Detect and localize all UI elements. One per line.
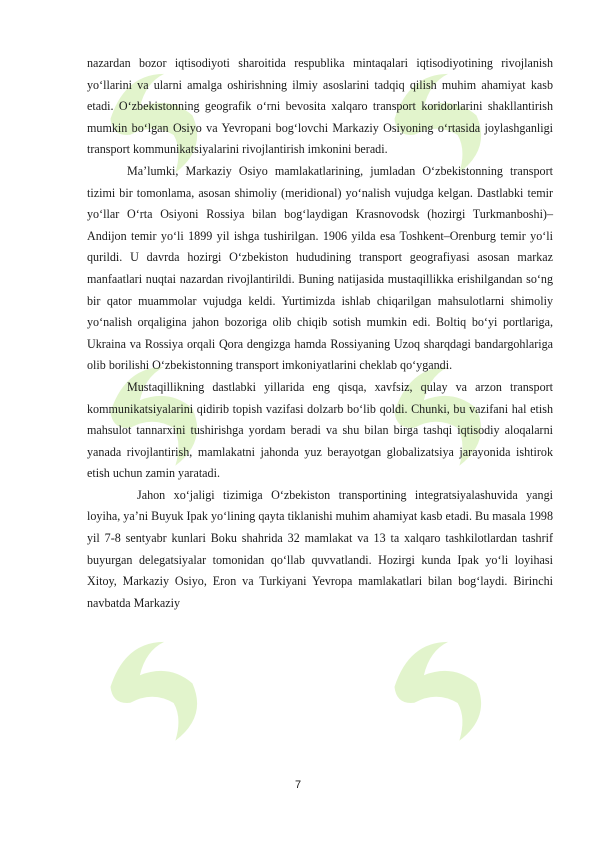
body-text bbox=[87, 53, 553, 614]
paragraph-4: Jahon xo‘jaligi tizimiga O‘zbekiston transportining integratsiyalashuvida yangi loyiha, ya’ni Buyuk Ipak yo‘lining qayta tiklanishi muhim ahamiyat kasb etadi. Bu masala 1998 yil 7-8 sentyabr kunlari Boku shahrida 32 mamlakat va 13 ta xalqaro tashkilotlardan tashrif buyurgan delegatsiyalar tomonidan qo‘llab quvvatlandi. Hozirgi kunda Ipak yo‘li loyihasi Xitoy, Markaziy Osiyo, Eron va Turkiyani Yevropa mamlakatlari bilan bog‘laydi. Birinchi navbatda Markaziy bbox=[87, 487, 553, 610]
paragraph-3: Mustaqillikning dastlabki yillarida eng qisqa, xavfsiz, qulay va arzon transport kommunikatsiyalarini qidirib topish vazifasi dolzarb bo‘lib qoldi. Chunki, bu vazifani hal etish mahsulot tannarxini tushirishga yordam beradi va shu bilan birga tashqi iqtisodiy aloqalarni yanada rivojlantirish, mamlakatni jahonda yuz berayotgan globalizatsiya jarayonida ishtirok etish uchun zamin yaratadi. bbox=[87, 379, 553, 481]
watermark-logo-bottom-left bbox=[88, 620, 238, 770]
paragraph-1: nazardan bozor iqtisodiyoti sharoitida respublika mintaqalari iqtisodiyotining rivojlanish yo‘llarini va ularni amalga oshirishning ilmiy asoslarini tadqiq qilish muhim ahamiyat kasb etadi. O‘zbekistonning geografik o‘rni bevosita xalqaro transport koridorlarini shakllantirish mumkin bo‘lgan Osiyo va Yevropani bog‘lovchi Markaziy Osiyoning o‘rtasida joylashganligi transport kommunikatsiyalarini rivojlantirish imkonini beradi. bbox=[87, 56, 553, 157]
watermark-logo-bottom-right bbox=[372, 620, 522, 770]
paragraph-2: Ma’lumki, Markaziy Osiyo mamlakatlarining, jumladan O‘zbekistonning transport tizimi bir tomonlama, asosan shimoliy (meridional) yo‘nalish vujudga kelgan. Dastlabki temir yo‘llar O‘rta Osiyoni Rossiya bilan bog‘laydigan Krasnovodsk (hozirgi Turkmanboshi)–Andijon temir yo‘li 1899 yil ishga tushirilgan. 1906 yilda esa Toshkent–Orenburg temir yo‘li qurildi. U davrda hozirgi O‘zbekiston hududining transport geografiyasi asosan markaz manfaatlari nuqtai nazardan rivojlantirildi. Buning natijasida mustaqillikka erishilgandan so‘ng bir qator muammolar vujudga keldi. Yurtimizda ishlab chiqarilgan mahsulotlarni shimoliy yo‘nalish orqaligina jahon bozoriga olib chiqib sotish mumkin edi. Boltiq bo‘yi portlariga, Ukraina va Rossiya orqali Qora dengizga hamda Rossiyaning Uzoq sharqdagi bandargohlariga olib borilishi O‘zbekistonning transport imkoniyatlarini cheklab qo‘ygandi. bbox=[87, 163, 553, 373]
page-number: 7 bbox=[294, 779, 302, 791]
